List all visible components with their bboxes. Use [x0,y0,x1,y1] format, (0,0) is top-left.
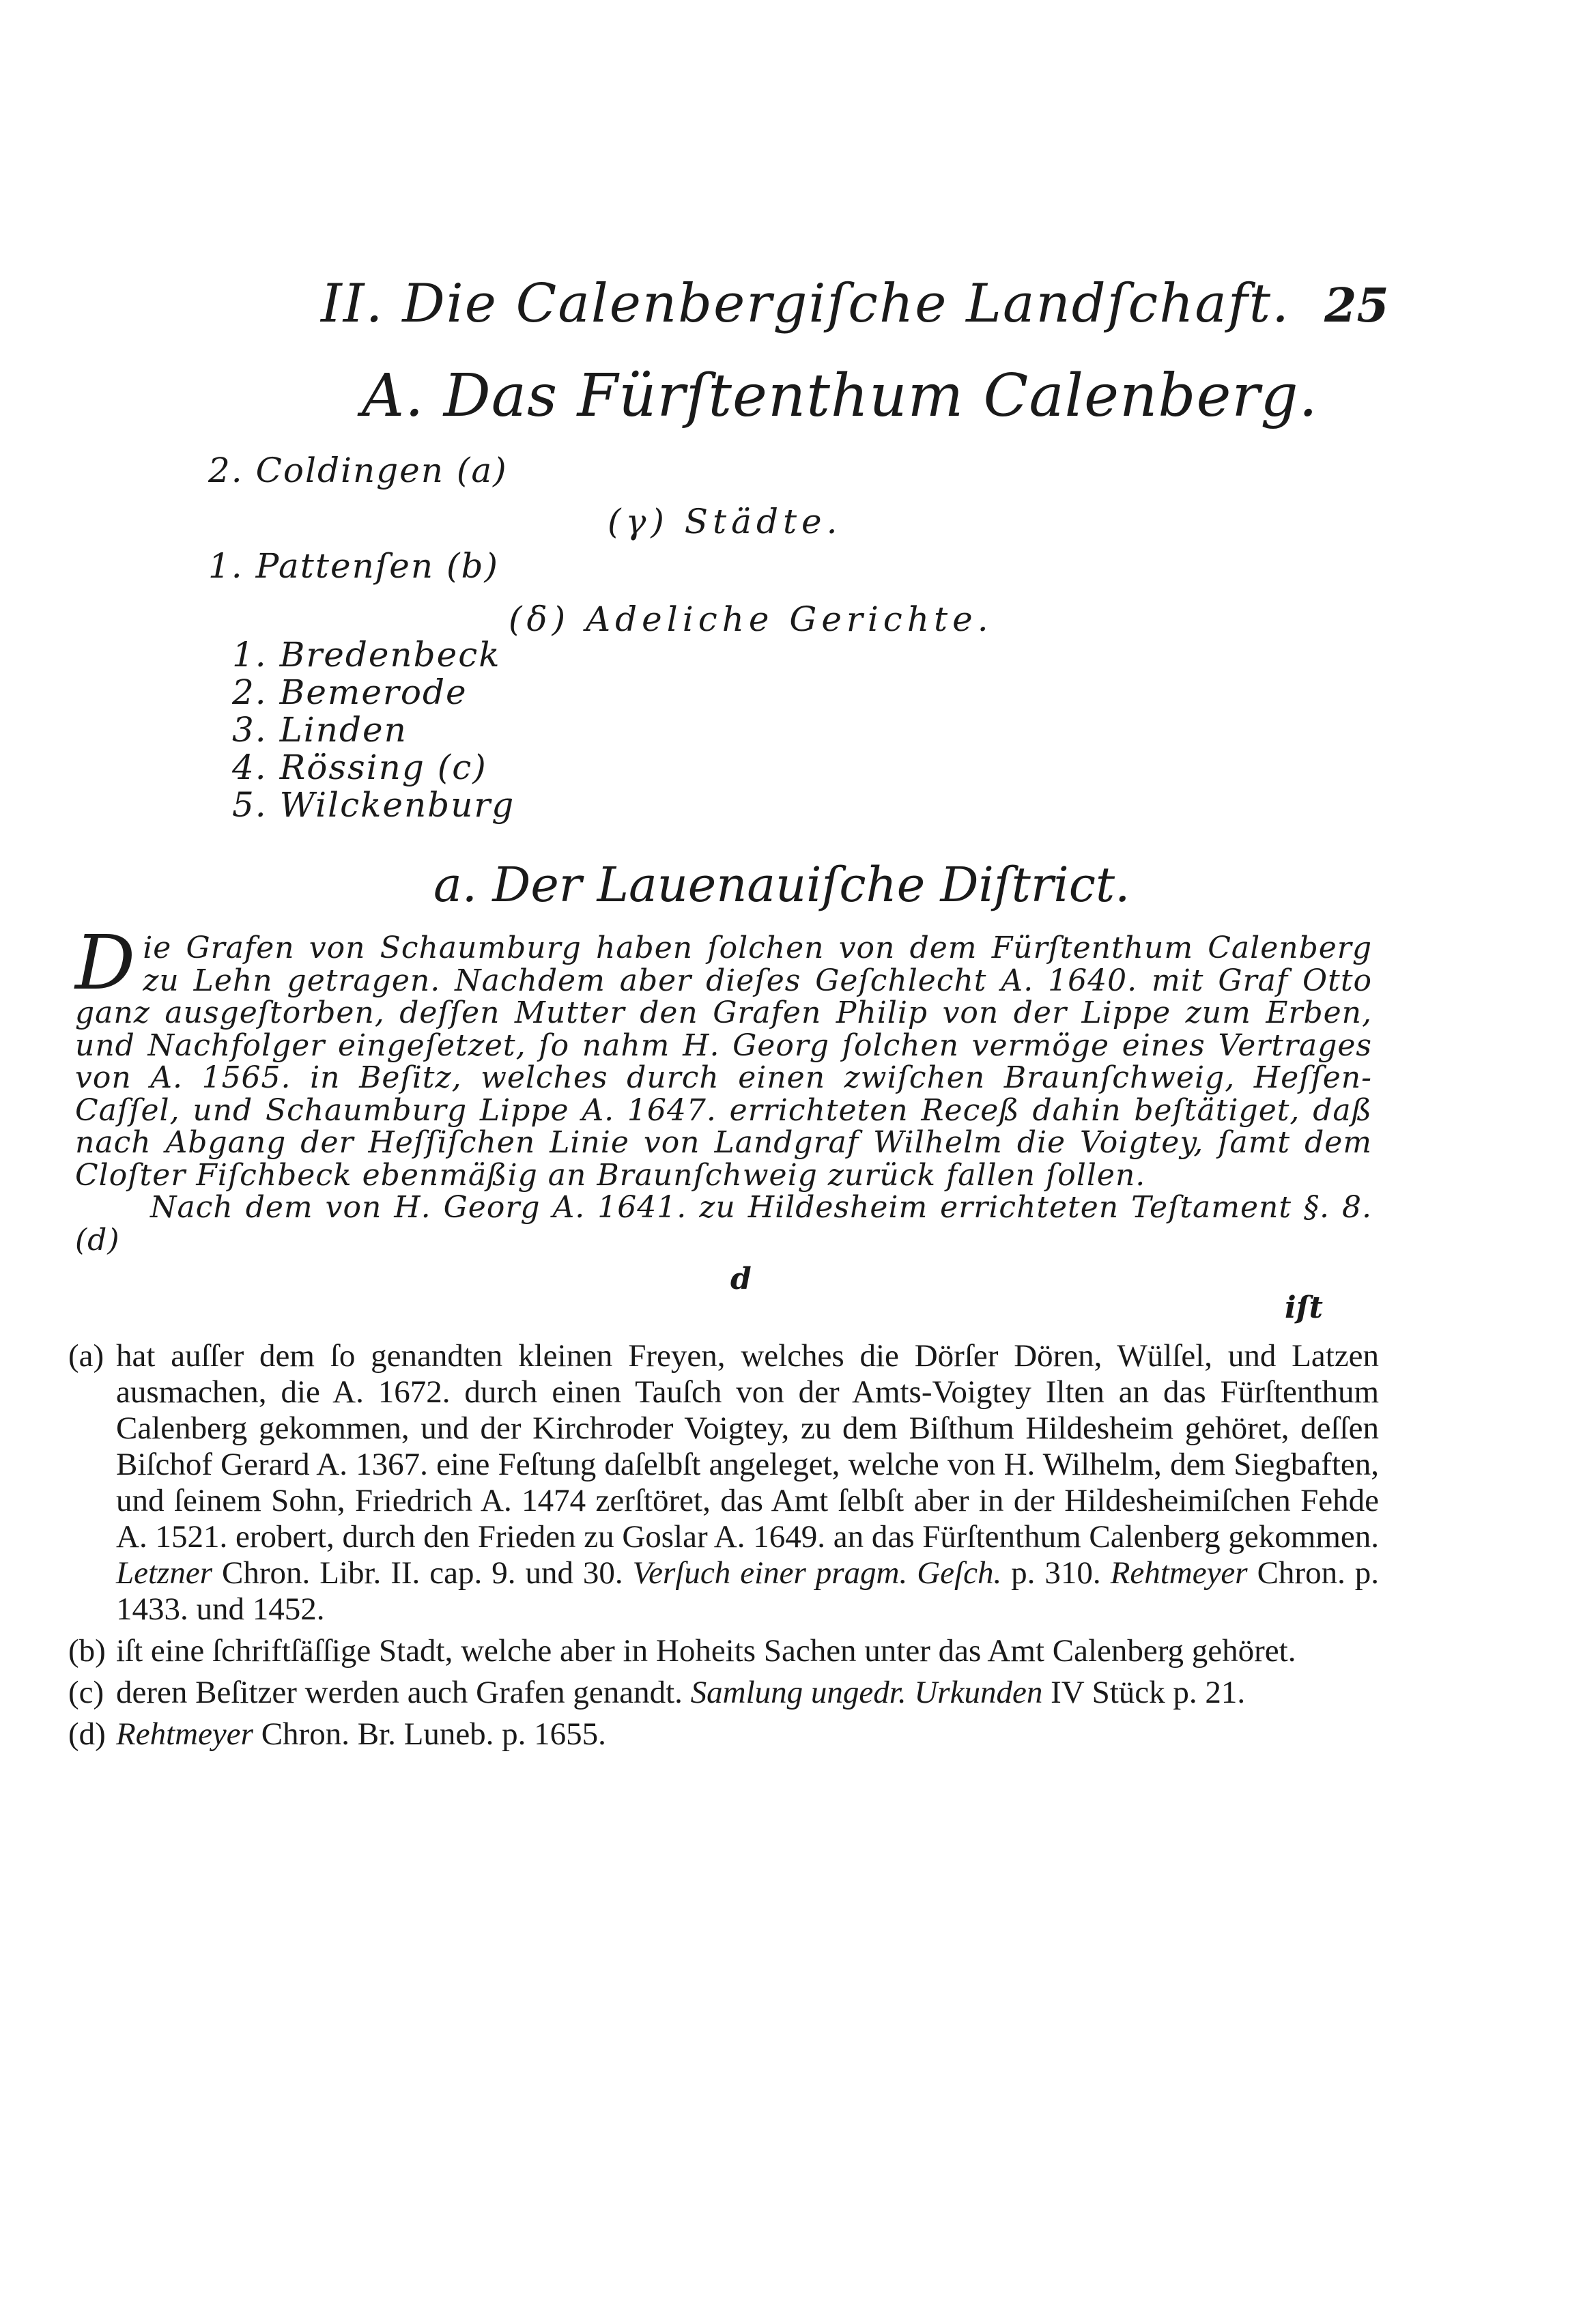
list-item: 5. Wilckenburg [232,785,515,825]
footnote-text: iſt eine ſchriftſäſſige Stadt, welche aber in Hoheits Sachen unter das Amt Calenberg gehöret. [116,1633,1296,1669]
paragraph-2: Nach dem von H. Georg A. 1641. zu Hildesheim errichteten Teſtament §. 8. (d) [75,1190,1372,1258]
running-title: II. Die Calenbergiſche Landſchaft. [321,273,1290,335]
footnote-mark: (a) [68,1338,104,1374]
footnote-d [68,1716,1379,1753]
list-item: 3. Linden [232,710,408,750]
footnote-text: hat auſſer dem ſo genandten kleinen Freyen, welches die Dörſer Dören, Wülſel, und Latzen ausmachen, die A. 1672. durch einen Tauſch von der Amts-Voigtey Ilten an das Fürſtenthum Calenberg gekommen, und der Kirchroder Voigtey, zu dem Biſthum Hildesheim gehöret, deſſen Biſchof Gerard A. 1367. eine Feſtung daſelbſt angeleget, welche von H. Wilhelm, dem Siegbaften, und ſeinem Sohn, Friedrich A. 1474 zerſtöret, das Amt ſelbſt aber in der Hildesheimiſchen Fehde A. 1521. erobert, durch den Frieden zu Goslar A. 1649. an das Fürſtenthum Calenberg gekommen. [116,1338,1380,1555]
drop-cap: D [75,919,137,1006]
footnote-ref-author: Rehtmeyer [1110,1555,1248,1591]
footnote-b [68,1633,1379,1669]
footnote-c [68,1675,1379,1711]
paragraph-1: ie Grafen von Schaumburg haben ſolchen von dem Fürſtenthum Calenberg zu Lehn getragen. Nachdem aber dieſes Geſchlecht A. 1640. mit Graf Otto ganz ausgeſtorben, deſſen Mutter den Grafen Philip von der Lippe zum Erben, und Nachfolger eingeſetzet, ſo nahm H. Georg ſolchen vermöge eines Vertrages von A. 1565. in Beſitz, welches durch einen zwiſchen Braunſchweig, Heſſen-Caſſel, und Schaumburg Lippe A. 1647. errichteten Receß dahin beſtätiget, daß nach Abgang der Heſſiſchen Linie von Landgraf Wilhelm die Voigtey, ſamt dem Cloſter Fiſchbeck ebenmäßig an Braunſchweig zurück fallen ſollen. [75,931,1372,1193]
page-number: 25 [1324,279,1389,333]
category-staedte: (γ) Städte. [608,502,842,541]
footnote-ref-text: Chron. p. 1433. und 1452. [116,1555,1380,1627]
list-item: 2. Bemerode [232,672,468,712]
catchword: iſt [1285,1290,1323,1325]
footnote-ref-author: Letzner [116,1555,212,1591]
section-title: A. Das Fürſtenthum Calenberg. [362,362,1318,430]
footnote-ref-text: Chron. Libr. II. cap. 9. und 30. [221,1555,623,1591]
signature-mark: d [730,1262,752,1296]
footnote-text: Chron. Br. Luneb. p. 1655. [261,1716,606,1752]
category-adeliche-gerichte: (δ) Adeliche Gerichte. [509,599,993,639]
footnotes [68,1338,1379,1758]
footnote-ref-author: Rehtmeyer [116,1716,253,1752]
footnote-mark: (d) [68,1716,106,1752]
list-item-pattensen: 1. Pattenſen (b) [208,546,499,586]
footnote-mark: (b) [68,1633,106,1669]
footnote-mark: (c) [68,1675,104,1710]
list-item: 4. Rössing (c) [232,748,487,787]
footnote-ref-author: Verſuch einer pragm. Geſch. [632,1555,1002,1591]
body-paragraph [75,919,1372,1258]
footnote-text: deren Beſitzer werden auch Grafen genandt. [116,1675,683,1710]
list-item-coldingen: 2. Coldingen (a) [208,451,508,490]
list-item: 1. Bredenbeck [232,635,501,675]
footnote-ref-title: Samlung ungedr. Urkunden [690,1675,1043,1710]
district-title: a. Der Lauenauiſche Diſtrict. [433,857,1130,913]
footnote-ref-text: p. 310. [1011,1555,1101,1591]
footnote-a [68,1338,1379,1628]
footnote-ref-text: IV Stück p. 21. [1051,1675,1246,1710]
